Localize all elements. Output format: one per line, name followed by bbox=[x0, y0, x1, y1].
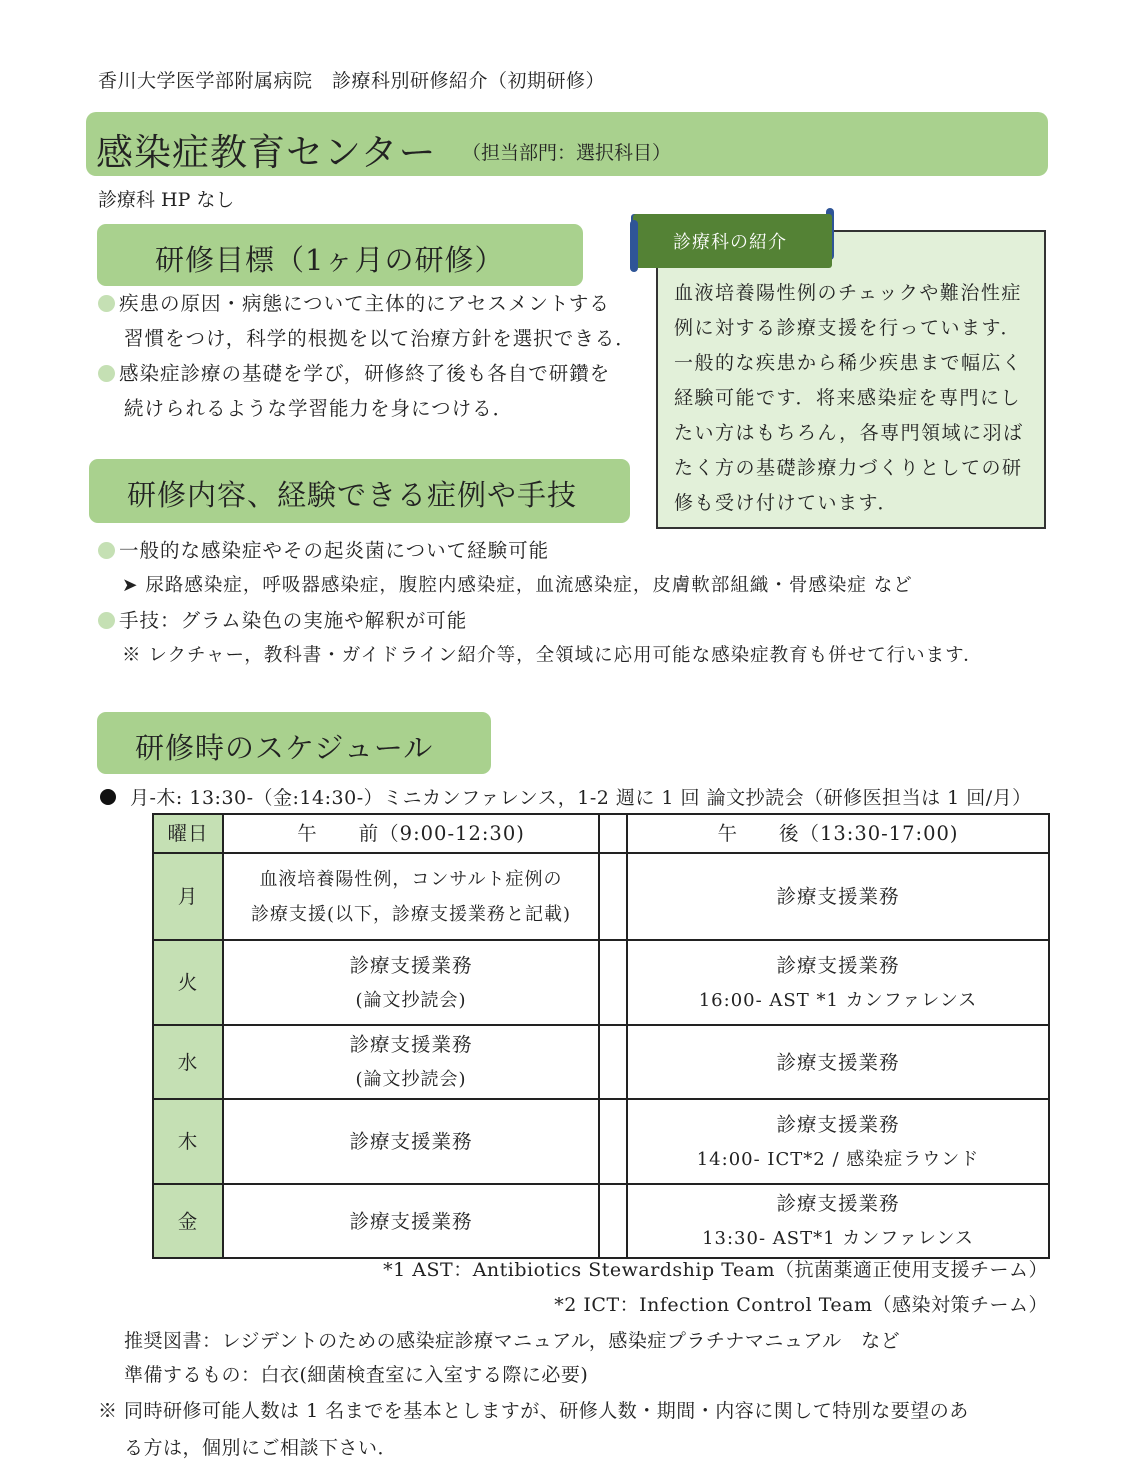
goal-item: 感染症診療の基礎を学び，研修終了後も各自で研鑽を bbox=[98, 356, 658, 391]
pm-cell: 診療支援業務 16:00- AST *1 カンファレンス bbox=[627, 940, 1049, 1025]
column-header-pm: 午 後（13:30-17:00) bbox=[627, 814, 1049, 853]
footnote-ict: *2 ICT：Infection Control Team（感染対策チーム） bbox=[554, 1294, 1048, 1316]
content-item: 手技：グラム染色の実施や解釈が可能 bbox=[98, 603, 1098, 638]
recommended-books: 推奨図書：レジデントのための感染症診療マニュアル，感染症プラチナマニュアル など bbox=[124, 1330, 901, 1352]
pm-cell: 診療支援業務 13:30- AST*1 カンファレンス bbox=[627, 1184, 1049, 1258]
page-subtitle: （担当部門：選択科目） bbox=[462, 142, 672, 164]
column-gap bbox=[599, 814, 627, 853]
content-list bbox=[98, 533, 1098, 673]
column-header-day: 曜日 bbox=[153, 814, 223, 853]
goals-list bbox=[98, 286, 658, 426]
department-intro-box bbox=[656, 230, 1046, 529]
bullet-dot-icon bbox=[98, 612, 115, 629]
pm-cell: 診療支援業務 bbox=[627, 1025, 1049, 1099]
schedule-heading: 研修時のスケジュール bbox=[97, 712, 491, 774]
day-cell: 金 bbox=[153, 1184, 223, 1258]
goal-item-cont: 続けられるような学習能力を身につける． bbox=[124, 397, 514, 420]
table-row bbox=[153, 940, 1049, 1025]
column-header-am: 午 前（9:00-12:30) bbox=[223, 814, 599, 853]
bullet-dot-icon bbox=[98, 542, 115, 559]
arrow-bullet-icon: ➤ bbox=[122, 575, 139, 596]
day-cell: 木 bbox=[153, 1099, 223, 1184]
am-cell: 血液培養陽性例，コンサルト症例の 診療支援(以下，診療支援業務と記載) bbox=[223, 853, 599, 940]
intro-text: 血液培養陽性例のチェックや難治性症 例に対する診療支援を行っています． 一般的な疾患から稀少疾患まで幅広く 経験可能です．将来感染症を専門にし たい方はもちろん，各専門領域に羽ば たく方の基礎診療力づくりとしての研 修も受け付けています． bbox=[674, 282, 1024, 514]
intro-ribbon-label: 診療科の紹介 bbox=[673, 232, 787, 253]
goal-item: 疾患の原因・病態について主体的にアセスメントする bbox=[98, 286, 658, 321]
day-cell: 月 bbox=[153, 853, 223, 940]
notice: ※ 同時研修可能人数は 1 名までを基本としますが、研修人数・期間・内容に関して特別な要望のあ る方は，個別にご相談下さい． bbox=[98, 1400, 969, 1459]
content-heading: 研修内容、経験できる症例や手技 bbox=[89, 459, 630, 523]
am-cell: 診療支援業務 (論文抄読会) bbox=[223, 940, 599, 1025]
bullet-dot-icon bbox=[98, 365, 115, 382]
document-header: 香川大学医学部附属病院 診療科別研修紹介（初期研修） bbox=[98, 70, 606, 92]
goals-heading: 研修目標（1ヶ月の研修） bbox=[97, 224, 583, 286]
day-cell: 水 bbox=[153, 1025, 223, 1099]
am-cell: 診療支援業務 bbox=[223, 1184, 599, 1258]
goal-item-cont: 習慣をつけ，科学的根拠を以て治療方針を選択できる． bbox=[124, 327, 636, 350]
content-note: ※ レクチャー，教科書・ガイドライン紹介等，全領域に応用可能な感染症教育も併せて行います． bbox=[122, 645, 983, 666]
table-row bbox=[153, 1099, 1049, 1184]
pm-cell: 診療支援業務 14:00- ICT*2 / 感染症ラウンド bbox=[627, 1099, 1049, 1184]
schedule-summary: 月-木: 13:30-（金:14:30-）ミニカンファレンス，1-2 週に 1 回 論文抄読会（研修医担当は 1 回/月） bbox=[100, 783, 1032, 810]
table-header-row bbox=[153, 814, 1049, 853]
preparation-items: 準備するもの：白衣(細菌検査室に入室する際に必要) bbox=[124, 1364, 589, 1386]
table-row bbox=[153, 1184, 1049, 1258]
table-row bbox=[153, 853, 1049, 940]
bullet-dot-icon bbox=[98, 295, 115, 312]
day-cell: 火 bbox=[153, 940, 223, 1025]
title-banner bbox=[86, 112, 1048, 176]
am-cell: 診療支援業務 (論文抄読会) bbox=[223, 1025, 599, 1099]
homepage-note: 診療科 HP なし bbox=[98, 189, 235, 211]
pm-cell: 診療支援業務 bbox=[627, 853, 1049, 940]
intro-ribbon bbox=[633, 214, 832, 268]
ribbon-roll-left bbox=[630, 220, 638, 272]
footnote-ast: *1 AST：Antibiotics Stewardship Team（抗菌薬適正使用支援チーム） bbox=[383, 1259, 1048, 1281]
content-item: 一般的な感染症やその起炎菌について経験可能 bbox=[98, 533, 1098, 568]
bullet-circle-icon bbox=[100, 789, 116, 805]
am-cell: 診療支援業務 bbox=[223, 1099, 599, 1184]
table-row bbox=[153, 1025, 1049, 1099]
content-subitem: ➤ 尿路感染症，呼吸器感染症，腹腔内感染症，血流感染症，皮膚軟部組織・骨感染症 など bbox=[122, 575, 913, 596]
page-title: 感染症教育センター bbox=[96, 131, 437, 174]
schedule-table bbox=[152, 813, 1050, 1259]
